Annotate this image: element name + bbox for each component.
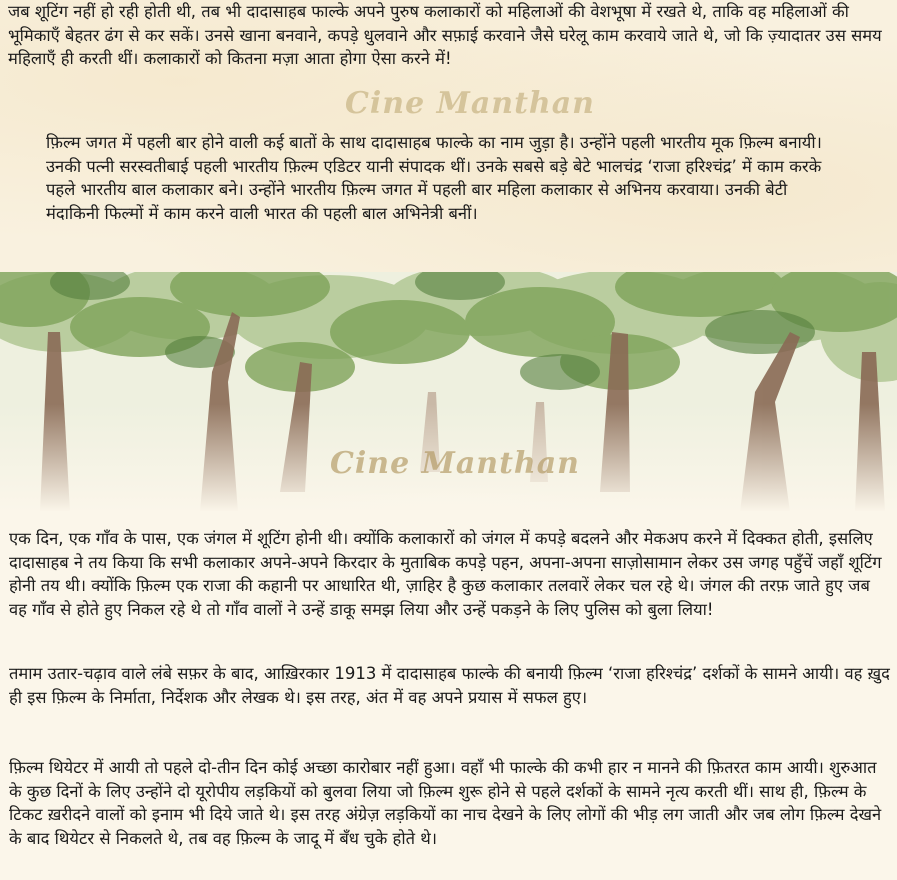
paragraph-costume-practice: जब शूटिंग नहीं हो रही होती थी, तब भी दादासाहब फाल्के अपने पुरुष कलाकारों को महिलाओं की वेशभूषा में रखते थे, ताकि वह महिलाओं की भूमिकाएँ बेहतर ढंग से कर सकें। उनसे खाना बनवाने, कपड़े धुलवाने और सफ़ाई करवाने जैसे घरेलू काम करवाये जाते थे, जो कि ज़्यादातर उस समय महिलाएँ ही करती थीं। कलाकारों को कितना मज़ा आता होगा ऐसा करने में! — [8, 2, 882, 68]
paragraph-firsts: फ़िल्म जगत में पहली बार होने वाली कई बातों के साथ दादासाहब फाल्के का नाम जुड़ा है। उन्होंने पहली भारतीय मूक फ़िल्म बनायी। उनकी पत्नी सरस्वतीबाई पहली भारतीय फ़िल्म एडिटर यानी संपादक थीं। उनके सबसे बड़े बेटे भालचंद्र ‘राजा हरिश्चंद्र’ में काम करके पहले भारतीय बाल कलाकार बने। उन्होंने भारतीय फ़िल्म जगत में पहली बार महिला कलाकार से अभिनय करवाया। उनकी बेटी मंदाकिनी फिल्मों में काम करने वाली भारत की पहली बाल अभिनेत्री बनीं। — [46, 133, 822, 223]
watermark-top: Cine Manthan — [345, 86, 595, 121]
watermark-middle: Cine Manthan — [330, 446, 580, 481]
paragraph-release-1913: तमाम उतार-चढ़ाव वाले लंबे सफ़र के बाद, आख़िरकार 1913 में दादासाहब फाल्के की बनायी फ़िल्म ‘राजा हरिश्चंद्र’ दर्शकों के सामने आयी। वह ख़ुद ही इस फ़िल्म के निर्माता, निर्देशक और लेखक थे। इस तरह, अंत में वह अपने प्रयास में सफल हुए। — [9, 664, 890, 707]
paragraph-theatre-release: फ़िल्म थियेटर में आयी तो पहले दो-तीन दिन कोई अच्छा कारोबार नहीं हुआ। वहाँ भी फाल्के की कभी हार न मानने की फ़ितरत काम आयी। शुरुआत के कुछ दिनों के लिए उन्होंने दो यूरोपीय लड़कियों को बुलवा लिया जो फ़िल्म शुरू होने से पहले दर्शकों के सामने नृत्य करती थीं। साथ ही, फ़िल्म के टिकट ख़रीदने वालों को इनाम भी दिये जाते थे। इस तरह अंग्रेज़ लड़कियों का नाच देखने के लिए लोगों की भीड़ लग जाती और जब लोग फ़िल्म देखने के बाद थियेटर से निकलते थे, तब वह फ़िल्म के जादू में बँध चुके होते थे। — [9, 758, 882, 848]
paragraph-forest-shooting: एक दिन, एक गाँव के पास, एक जंगल में शूटिंग होनी थी। क्योंकि कलाकारों को जंगल में कपड़े बदलने और मेकअप करने में दिक्कत होती, इसलिए दादासाहब ने तय किया कि सभी कलाकार अपने-अपने किरदार के मुताबिक कपड़े पहन, अपना-अपना साज़ोसामान लेकर उस जगह पहुँचें जहाँ शूटिंग होनी तय थी। क्योंकि फ़िल्म एक राजा की कहानी पर आधारित थी, ज़ाहिर है कुछ कलाकार तलवारें लेकर चल रहे थे। जंगल की तरफ़ जाते हुए जब वह गाँव से होते हुए निकल रहे थे तो गाँव वालों ने उन्हें डाकू समझ लिया और उन्हें पकड़ने के लिए पुलिस को बुला लिया! — [9, 529, 882, 619]
